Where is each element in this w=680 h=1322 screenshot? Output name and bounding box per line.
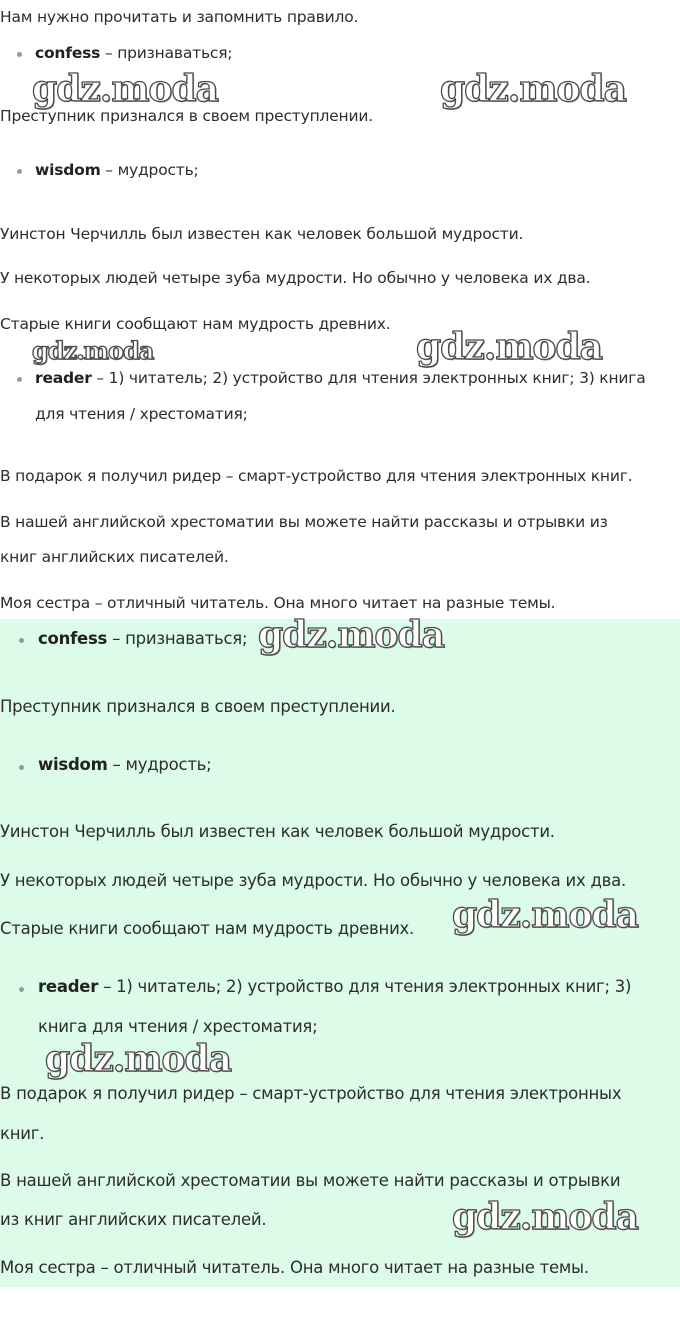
watermark-logo: gdz.moda	[45, 1038, 231, 1080]
watermark-logo: gdz.moda	[416, 326, 602, 368]
watermark-logo: gdz.moda	[258, 614, 444, 656]
list-item-wisdom	[35, 161, 199, 179]
example-sentence: В нашей английской хрестоматии вы можете найти рассказы и отрывки	[0, 1171, 621, 1190]
term: wisdom	[38, 755, 108, 774]
definition-continued: для чтения / хрестоматия;	[35, 405, 248, 423]
watermark-logo: gdz.moda	[452, 1196, 638, 1238]
list-item-reader	[38, 977, 631, 996]
list-item-reader	[35, 369, 646, 387]
bullet-icon	[19, 987, 24, 992]
example-sentence: В подарок я получил ридер – смарт-устройство для чтения электронных	[0, 1084, 622, 1103]
definition: – признаваться;	[107, 629, 248, 648]
bullet-icon	[17, 377, 22, 382]
list-item-confess	[38, 629, 247, 648]
list-item-wisdom	[38, 755, 211, 774]
list-item-confess	[35, 44, 232, 62]
bullet-icon	[19, 638, 24, 643]
definition: – признаваться;	[100, 44, 233, 62]
definition: – мудрость;	[100, 161, 199, 179]
example-sentence-continued: книг.	[0, 1124, 45, 1143]
term: wisdom	[35, 161, 101, 179]
bullet-icon	[19, 765, 24, 770]
example-sentence: В подарок я получил ридер – смарт-устройство для чтения электронных книг.	[0, 467, 633, 485]
term: confess	[35, 44, 101, 62]
intro-text: Нам нужно прочитать и запомнить правило.	[0, 8, 359, 26]
bullet-icon	[17, 169, 22, 174]
example-sentence: Моя сестра – отличный читатель. Она много читает на разные темы.	[0, 594, 556, 612]
example-sentence-continued: из книг английских писателей.	[0, 1210, 267, 1229]
definition: – мудрость;	[107, 755, 212, 774]
example-sentence: У некоторых людей четыре зуба мудрости. Но обычно у человека их два.	[0, 871, 626, 890]
example-sentence: Преступник признался в своем преступлении.	[0, 107, 373, 125]
example-sentence: Уинстон Черчилль был известен как человек большой мудрости.	[0, 822, 555, 841]
bullet-icon	[17, 52, 22, 57]
term: reader	[38, 977, 99, 996]
example-sentence: Преступник признался в своем преступлении.	[0, 697, 396, 716]
example-sentence: Уинстон Черчилль был известен как человек большой мудрости.	[0, 225, 524, 243]
definition-continued: книга для чтения / хрестоматия;	[38, 1017, 318, 1036]
term: reader	[35, 369, 92, 387]
example-sentence: У некоторых людей четыре зуба мудрости. Но обычно у человека их два.	[0, 269, 591, 287]
definition: – 1) читатель; 2) устройство для чтения электронных книг; 3)	[98, 977, 632, 996]
watermark-logo: gdz.moda	[452, 894, 638, 936]
watermark-logo: gdz.moda	[32, 336, 154, 365]
watermark-logo: gdz.moda	[32, 68, 218, 110]
example-sentence: Моя сестра – отличный читатель. Она много читает на разные темы.	[0, 1258, 589, 1277]
example-sentence: В нашей английской хрестоматии вы можете найти рассказы и отрывки из	[0, 513, 608, 531]
example-sentence: Старые книги сообщают нам мудрость древних.	[0, 315, 391, 333]
term: confess	[38, 629, 108, 648]
example-sentence: Старые книги сообщают нам мудрость древних.	[0, 919, 415, 938]
watermark-logo: gdz.moda	[440, 68, 626, 110]
example-sentence-continued: книг английских писателей.	[0, 548, 229, 566]
definition: – 1) читатель; 2) устройство для чтения электронных книг; 3) книга	[91, 369, 646, 387]
